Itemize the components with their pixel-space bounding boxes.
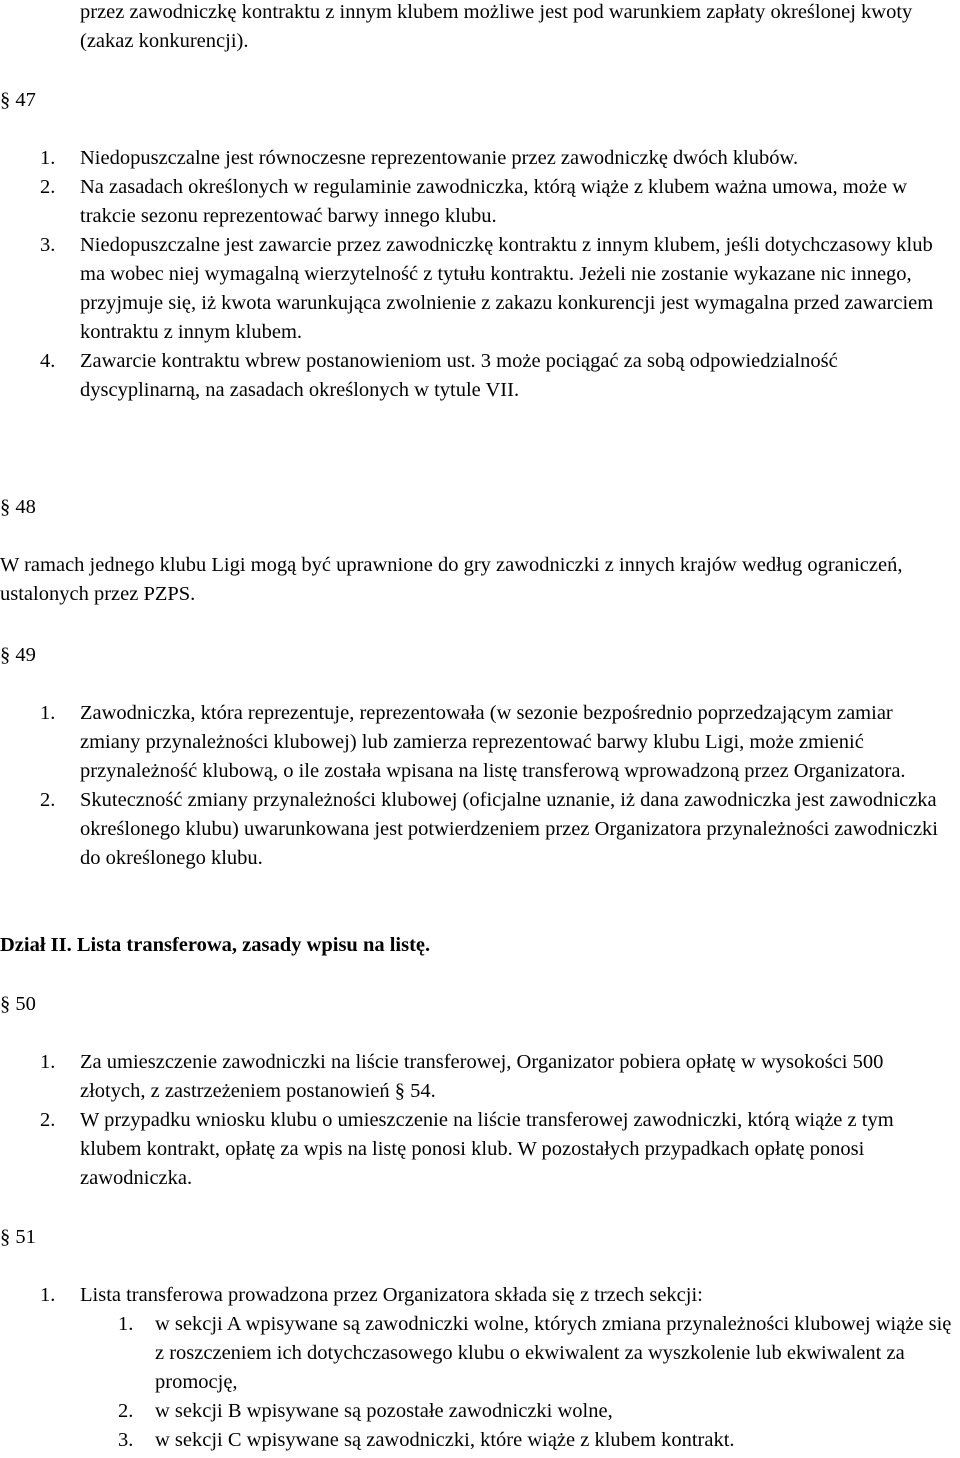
sub-list-item xyxy=(0,1397,954,1426)
item-number: 2. xyxy=(40,176,56,198)
section-49-list xyxy=(0,699,960,873)
intro-text: przez zawodniczkę kontraktu z innym klubem możliwe jest pod warunkiem zapłaty określonej kwoty (zakaz konkurencji). xyxy=(80,1,913,52)
section-49-label: § 49 xyxy=(0,644,36,666)
item-number: 2. xyxy=(40,1109,56,1131)
sub-list-item xyxy=(0,1426,954,1455)
item-number: 1. xyxy=(40,702,56,724)
item-text: Lista transferowa prowadzona przez Organizatora składa się z trzech sekcji: xyxy=(80,1284,703,1306)
item-number: 1. xyxy=(40,147,56,169)
item-text: Za umieszczenie zawodniczki na liście transferowej, Organizator pobiera opłatę w wysokości 500 złotych, z zastrzeżeniem postanowień § 54. xyxy=(80,1051,884,1102)
list-item xyxy=(0,786,950,873)
sub-item-number: 1. xyxy=(118,1313,134,1335)
sub-item-text: w sekcji C wpisywane są zawodniczki, które wiąże z klubem kontrakt. xyxy=(155,1429,735,1451)
list-item xyxy=(0,231,950,347)
section-48-label: § 48 xyxy=(0,496,36,518)
item-text: W przypadku wniosku klubu o umieszczenie na liście transferowej zawodniczki, którą wiąże z tym klubem kontrakt, opłatę za wpis na listę ponosi klub. W pozostałych przypadkach opłatę ponosi zawodniczka. xyxy=(80,1109,894,1189)
sub-list-item xyxy=(0,1310,954,1397)
sub-item-number: 2. xyxy=(118,1400,134,1422)
intro-paragraph xyxy=(0,0,960,56)
section-47-list xyxy=(0,144,960,405)
item-number: 3. xyxy=(40,234,56,256)
item-number: 2. xyxy=(40,789,56,811)
chapter-heading: Dział II. Lista transferowa, zasady wpisu na listę. xyxy=(0,934,431,956)
list-item xyxy=(0,347,950,405)
list-item xyxy=(0,1048,950,1106)
section-48-paragraph xyxy=(0,551,960,609)
section-47-label: § 47 xyxy=(0,89,36,111)
item-text: Na zasadach określonych w regulaminie zawodniczka, którą wiąże z klubem ważna umowa, może w trakcie sezonu reprezentować barwy innego klubu. xyxy=(80,176,908,227)
section-51-label: § 51 xyxy=(0,1226,36,1248)
item-number: 1. xyxy=(40,1284,56,1306)
section-48-text: W ramach jednego klubu Ligi mogą być uprawnione do gry zawodniczki z innych krajów według ograniczeń, ustalonych przez PZPS. xyxy=(0,554,903,605)
list-item xyxy=(0,699,950,786)
item-number: 1. xyxy=(40,1051,56,1073)
item-number: 4. xyxy=(40,350,56,372)
sub-item-text: w sekcji A wpisywane są zawodniczki wolne, których zmiana przynależności klubowej wiąże się z roszczeniem ich dotychczasowego klubu o ekwiwalent za wyszkolenie lub ekwiwalent za promocję, xyxy=(155,1313,952,1393)
list-item xyxy=(0,144,950,173)
item-text: Niedopuszczalne jest zawarcie przez zawodniczkę kontraktu z innym klubem, jeśli dotychczasowy klub ma wobec niej wymagalną wierzytelność z tytułu kontraktu. Jeżeli nie zostanie wykazane nic innego, przyjmuje się, iż kwota warunkująca zwolnienie z zakazu konkurencji jest wymagalna przed zawarciem kontraktu z innym klubem. xyxy=(80,234,934,343)
item-text: Zawarcie kontraktu wbrew postanowieniom ust. 3 może pociągać za sobą odpowiedzialność dyscyplinarną, na zasadach określonych w tytule VII. xyxy=(80,350,838,401)
item-text: Zawodniczka, która reprezentuje, reprezentowała (w sezonie bezpośrednio poprzedzającym zamiar zmiany przynależności klubowej) lub zamierza reprezentować barwy klubu Ligi, może zmienić przynależność klubową, o ile została wpisana na listę transferową wprowadzoną przez Organizatora. xyxy=(80,702,906,782)
sub-item-text: w sekcji B wpisywane są pozostałe zawodniczki wolne, xyxy=(155,1400,613,1422)
sub-item-number: 3. xyxy=(118,1429,134,1451)
item-text: Niedopuszczalne jest równoczesne reprezentowanie przez zawodniczkę dwóch klubów. xyxy=(80,147,799,169)
list-item xyxy=(0,173,950,231)
section-51-list xyxy=(0,1281,960,1455)
list-item xyxy=(0,1281,954,1310)
list-item xyxy=(0,1106,950,1193)
section-50-label: § 50 xyxy=(0,993,36,1015)
item-text: Skuteczność zmiany przynależności klubowej (oficjalne uznanie, iż dana zawodniczka jest zawodniczka określonego klubu) uwarunkowana jest potwierdzeniem przez Organizatora przynależności zawodniczki do określonego klubu. xyxy=(80,789,939,869)
section-50-list xyxy=(0,1048,960,1193)
